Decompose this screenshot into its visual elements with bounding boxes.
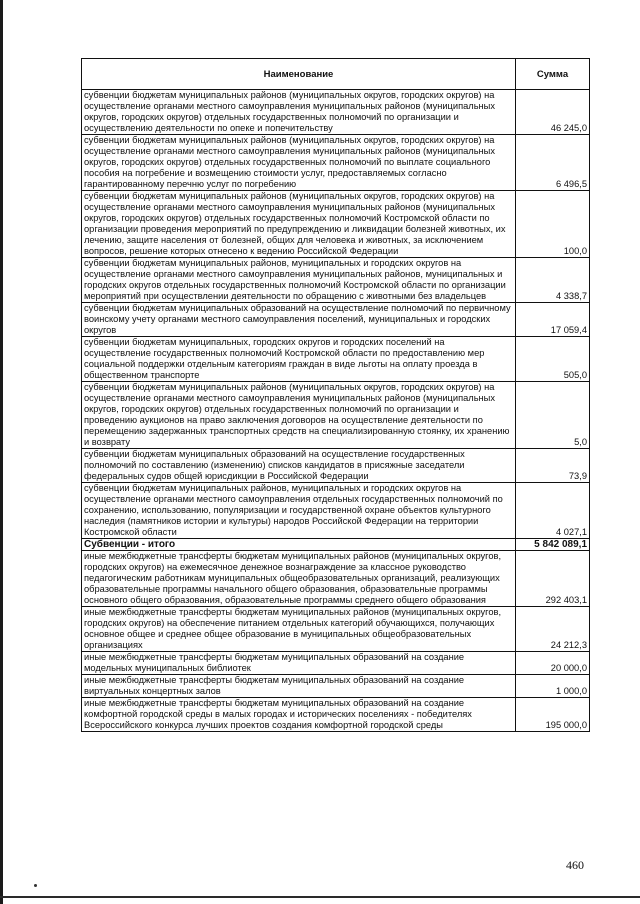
row-name: субвенции бюджетам муниципальных районов (муниципальных округов, городских округов) на осуществление органами местного самоуправления муниципальных районов (муниципальных округов, городских округов) отдельных государственных полномочий по организации и проведению аукционов на право заключения договоров на осуществление деятельности по перемещению задержанных транспортных средств на специализированную стоянку, их хранению и возврату	[82, 382, 516, 449]
table-row	[82, 303, 590, 337]
row-name: субвенции бюджетам муниципальных, городских округов и городских поселений на осуществление государственных полномочий Костромской области по предоставлению мер социальной поддержки отдельным категориям граждан в виде льготы на оплату проезда в общественном транспорте	[82, 337, 516, 382]
row-name: субвенции бюджетам муниципальных районов (муниципальных округов, городских округов) на осуществление органами местного самоуправления муниципальных районов (муниципальных округов, городских округов) отдельных государственных полномочий по выплате социального пособия на погребение и возмещению стоимости услуг, предоставляемых согласно гарантированному перечню услуг по погребению	[82, 135, 516, 191]
row-name: субвенции бюджетам муниципальных районов, муниципальных и городских округов на осуществление органами местного самоуправления отдельных государственных полномочий по сохранению, использованию, популяризации и государственной охране объектов культурного наследия (памятников истории и культуры) народов Российской Федерации на территории Костромской области	[82, 483, 516, 539]
table-row	[82, 675, 590, 698]
table-row	[82, 337, 590, 382]
table-row	[82, 449, 590, 483]
table-row	[82, 191, 590, 258]
header-name: Наименование	[82, 59, 516, 90]
table-row	[82, 382, 590, 449]
row-name: иные межбюджетные трансферты бюджетам муниципальных районов (муниципальных округов, городских округов) на ежемесячное денежное вознаграждение за классное руководство педагогическим работникам муниципальных общеобразовательных организаций, реализующих образовательные программы начального общего образования, образовательные программы основного общего образования, образовательные программы среднего общего образования	[82, 551, 516, 607]
row-amount: 5,0	[516, 382, 590, 449]
subtotal-row	[82, 539, 590, 551]
page-scan-edge-left	[0, 0, 3, 904]
table-row	[82, 551, 590, 607]
table-header-row	[82, 59, 590, 90]
row-amount: 195 000,0	[516, 698, 590, 732]
row-amount: 1 000,0	[516, 675, 590, 698]
subtotal-label: Субвенции - итого	[82, 539, 516, 551]
row-name: субвенции бюджетам муниципальных образований на осуществление государственных полномочий по составлению (изменению) списков кандидатов в присяжные заседатели федеральных судов общей юрисдикции в Российской Федерации	[82, 449, 516, 483]
table-row	[82, 90, 590, 135]
row-name: субвенции бюджетам муниципальных районов (муниципальных округов, городских округов) на осуществление органами местного самоуправления муниципальных районов (муниципальных округов, городских округов) отдельных государственных полномочий по организации и осуществлению деятельности по опеке и попечительству	[82, 90, 516, 135]
row-name: иные межбюджетные трансферты бюджетам муниципальных образований на создание виртуальных концертных залов	[82, 675, 516, 698]
scan-speck	[34, 884, 37, 887]
row-amount: 46 245,0	[516, 90, 590, 135]
row-name: иные межбюджетные трансферты бюджетам муниципальных образований на создание модельных муниципальных библиотек	[82, 652, 516, 675]
row-name: субвенции бюджетам муниципальных районов (муниципальных округов, городских округов) на осуществление органами местного самоуправления муниципальных районов (муниципальных округов, городских округов) отдельных государственных полномочий Костромской области по организации проведения мероприятий по предупреждению и ликвидации болезней животных, их лечению, защите населения от болезней, общих для человека и животных, за исключением вопросов, решение которых отнесено к ведению Российской Федерации	[82, 191, 516, 258]
row-amount: 24 212,3	[516, 607, 590, 652]
row-amount: 4 027,1	[516, 483, 590, 539]
table-row	[82, 135, 590, 191]
row-amount: 505,0	[516, 337, 590, 382]
subtotal-amount: 5 842 089,1	[516, 539, 590, 551]
table-row	[82, 483, 590, 539]
page-number: 460	[566, 858, 584, 872]
header-sum: Сумма	[516, 59, 590, 90]
table-row	[82, 607, 590, 652]
page-scan-edge-bottom	[0, 896, 640, 898]
row-amount: 6 496,5	[516, 135, 590, 191]
row-name: субвенции бюджетам муниципальных районов, муниципальных и городских округов на осуществление органами местного самоуправления муниципальных районов, муниципальных и городских округов отдельных государственных полномочий Костромской области по организации мероприятий при осуществлении деятельности по обращению с животными без владельцев	[82, 258, 516, 303]
table-row	[82, 258, 590, 303]
row-name: иные межбюджетные трансферты бюджетам муниципальных районов (муниципальных округов, городских округов) на обеспечение питанием отдельных категорий обучающихся, получающих основное общее и среднее общее образование в муниципальных общеобразовательных организациях	[82, 607, 516, 652]
row-amount: 73,9	[516, 449, 590, 483]
row-name: субвенции бюджетам муниципальных образований на осуществление полномочий по первичному воинскому учету органами местного самоуправления поселений, муниципальных и городских округов	[82, 303, 516, 337]
row-amount: 100,0	[516, 191, 590, 258]
row-amount: 20 000,0	[516, 652, 590, 675]
budget-table	[81, 58, 590, 732]
row-amount: 4 338,7	[516, 258, 590, 303]
row-name: иные межбюджетные трансферты бюджетам муниципальных образований на создание комфортной городской среды в малых городах и исторических поселениях - победителях Всероссийского конкурса лучших проектов создания комфортной городской среды	[82, 698, 516, 732]
row-amount: 292 403,1	[516, 551, 590, 607]
row-amount: 17 059,4	[516, 303, 590, 337]
table-row	[82, 698, 590, 732]
table-row	[82, 652, 590, 675]
